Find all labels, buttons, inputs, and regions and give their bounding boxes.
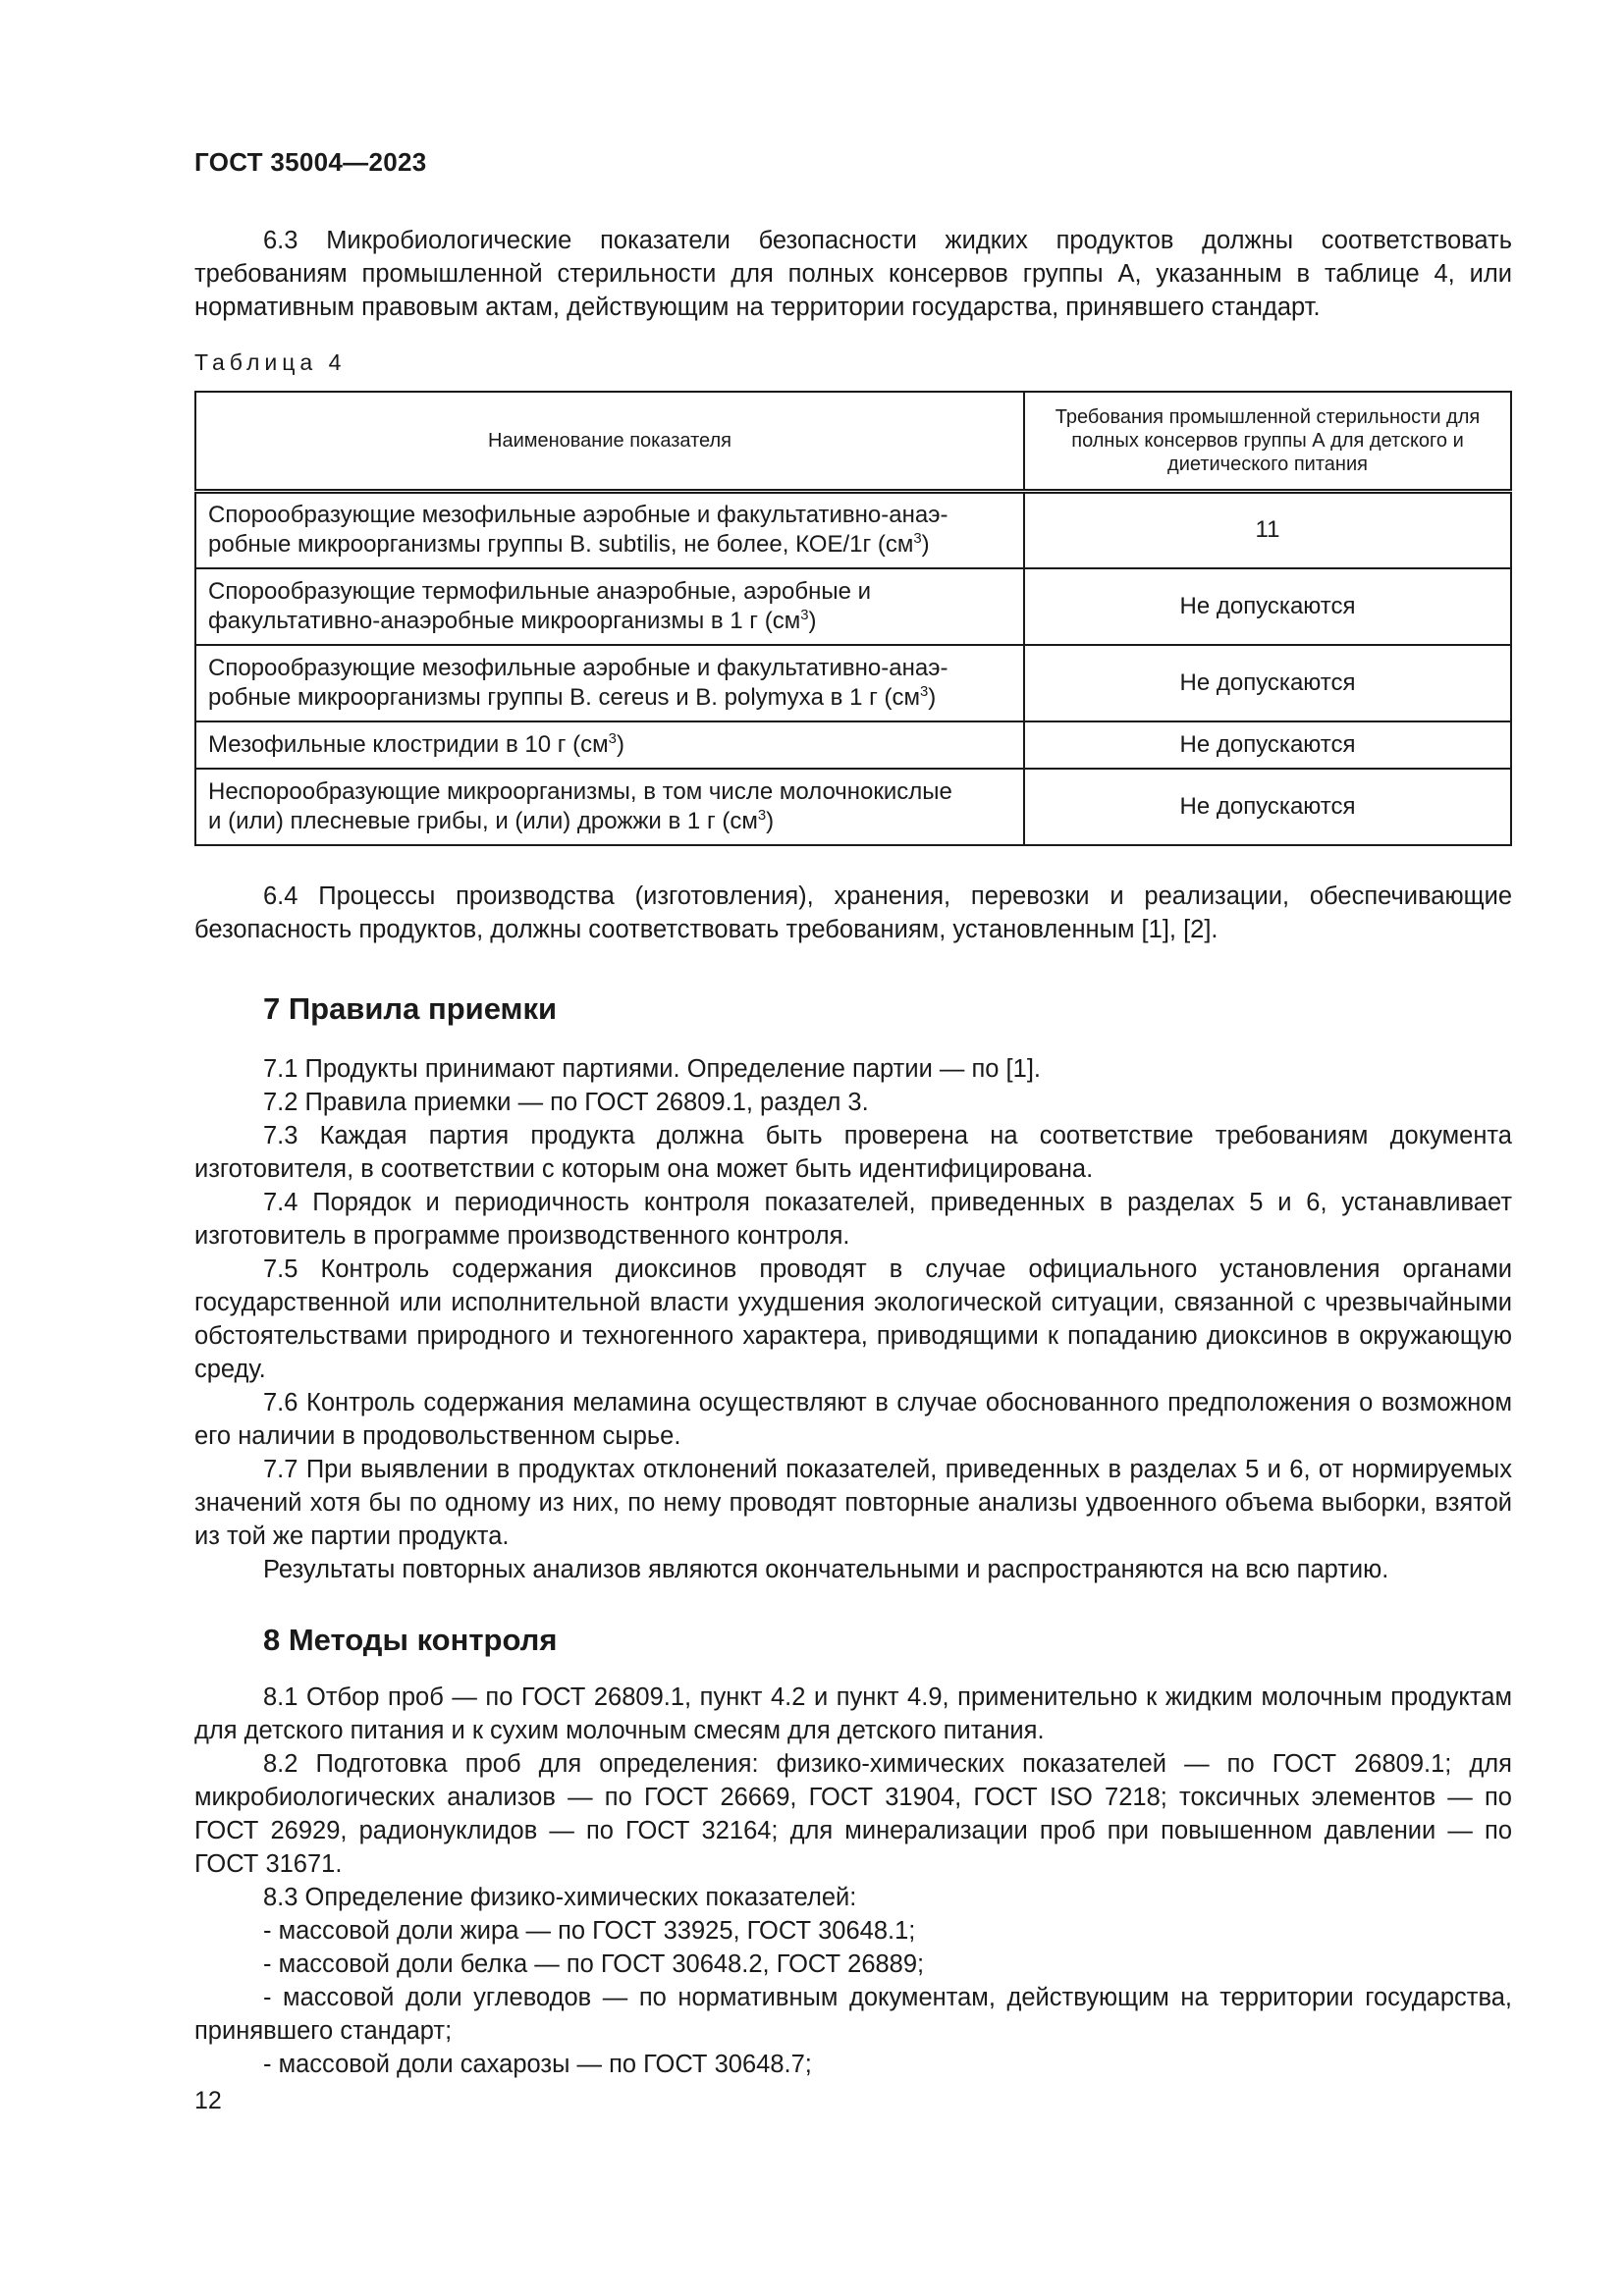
paragraph-7-2: 7.2 Правила приемки — по ГОСТ 26809.1, раздел 3.: [263, 1089, 869, 1116]
paragraph-8-2: 8.2 Подготовка проб для определения: физико-химических показателей — по ГОСТ 26809.1; для микробиологических анализов — по ГОСТ 26669, ГОСТ 31904, ГОСТ ISO 7218; токсичных элементов — по ГОСТ 26929, радионуклидов — по ГОСТ 32164; для минерализации проб при повышенном давлении — по ГОСТ 31671.: [194, 1750, 1512, 1878]
indicator-tail: ): [616, 730, 624, 758]
table-row: [195, 492, 1511, 568]
paragraph-7-7: 7.7 При выявлении в продуктах отклонений показателей, приведенных в разделах 5 и 6, от нормируемых значений хотя бы по одному из них, по нему проводят повторные анализы удвоенного объема выборки, взятой из той же партии продукта.: [194, 1456, 1512, 1550]
section-7-heading: 7 Правила приемки: [263, 991, 558, 1026]
table-caption: Таблица 4: [194, 349, 347, 375]
table-row: [195, 769, 1511, 845]
paragraph-7-5: 7.5 Контроль содержания диоксинов проводят в случае официального установления органами государственной или исполнительной власти ухудшения экологической ситуации, связанной с чрезвычайными обстоятельствами природного и техногенного характера, приводящими к попаданию диоксинов в окружающую среду.: [194, 1255, 1512, 1383]
table-header-requirement: Требования промышленной стерильности для полных консервов группы А для детского и диетического питания: [1024, 392, 1511, 492]
indicator-sup: 3: [913, 531, 922, 548]
indicator-sup: 3: [757, 807, 767, 824]
list-item: - массовой доли углеводов — по нормативным документам, действующим на территории государства, принявшего стандарт;: [194, 1984, 1512, 2045]
indicator-tail: ): [766, 807, 775, 834]
paragraph-6-3: 6.3 Микробиологические показатели безопасности жидких продуктов должны соответствовать требованиям промышленной стерильности для полных консервов группы А, указанным в таблице 4, или нормативным правовым актам, действующим на территории государства, принявшего стандарт.: [194, 227, 1512, 321]
indicator-line1: Спорообразующие термофильные анаэробные, аэробные и: [208, 577, 872, 605]
paragraph-6-4: 6.4 Процессы производства (изготовления), хранения, перевозки и реализации, обеспечивающие безопасность продуктов, должны соответствовать требованиям, установленным [1], [2].: [194, 882, 1512, 943]
indicator-sup: 3: [608, 730, 617, 747]
table-row: [195, 568, 1511, 645]
paragraph-6-3-block: [194, 224, 1512, 324]
paragraph-7-4: 7.4 Порядок и периодичность контроля показателей, приведенных в разделах 5 и 6, устанавливает изготовитель в программе производственного контроля.: [194, 1189, 1512, 1250]
paragraph-8-3: 8.3 Определение физико-химических показателей:: [263, 1884, 857, 1911]
indicator-line2: Мезофильные клостридии в 10 г (см: [208, 730, 609, 758]
section-8-body: [194, 1681, 1512, 2081]
table-cell-value: Не допускаются: [1024, 645, 1511, 721]
table-cell-indicator: [195, 645, 1024, 721]
paragraph-6-4-block: [194, 880, 1512, 946]
paragraph-7-results: Результаты повторных анализов являются окончательными и распространяются на всю партию.: [263, 1556, 1389, 1583]
paragraph-8-1: 8.1 Отбор проб — по ГОСТ 26809.1, пункт 4.2 и пункт 4.9, применительно к жидким молочным продуктам для детского питания и к сухим молочным смесям для детского питания.: [194, 1683, 1512, 1744]
indicator-line2: робные микроорганизмы группы B. cereus и B. polymyxa в 1 г (см: [208, 683, 921, 711]
paragraph-7-3: 7.3 Каждая партия продукта должна быть проверена на соответствие требованиям документа изготовителя, в соответствии с которым она может быть идентифицирована.: [194, 1122, 1512, 1183]
table-cell-value: Не допускаются: [1024, 721, 1511, 769]
paragraph-7-6: 7.6 Контроль содержания меламина осуществляют в случае обоснованного предположения о возможном его наличии в продовольственном сырье.: [194, 1389, 1512, 1450]
list-item: - массовой доли белка — по ГОСТ 30648.2, ГОСТ 26889;: [263, 1950, 925, 1978]
table-cell-value: Не допускаются: [1024, 568, 1511, 645]
table-cell-value: Не допускаются: [1024, 769, 1511, 845]
indicator-line2: факультативно-анаэробные микроорганизмы в 1 г (см: [208, 607, 801, 634]
indicator-tail: ): [921, 531, 930, 559]
table-cell-indicator: [195, 721, 1024, 769]
indicator-line2: робные микроорганизмы группы B. subtilis, не более, КОЕ/1г (см: [208, 531, 914, 559]
paragraph-7-1: 7.1 Продукты принимают партиями. Определение партии — по [1].: [263, 1055, 1041, 1083]
list-item: - массовой доли сахарозы — по ГОСТ 30648.7;: [263, 2051, 812, 2078]
table-row: [195, 645, 1511, 721]
table-cell-value: 11: [1024, 492, 1511, 568]
indicator-line1: Неспорообразующие микроорганизмы, в том числе молочнокислые: [208, 777, 952, 805]
indicator-sup: 3: [800, 607, 809, 623]
indicator-tail: ): [808, 607, 817, 634]
indicator-tail: ): [928, 683, 937, 711]
document-header-title: ГОСТ 35004—2023: [194, 147, 427, 177]
indicator-line2: и (или) плесневые грибы, и (или) дрожжи в 1 г (см: [208, 807, 758, 834]
table-header-indicator: Наименование показателя: [195, 392, 1024, 492]
table-header-row: [195, 392, 1511, 492]
indicator-line1: Спорообразующие мезофильные аэробные и факультативно-анаэ-: [208, 654, 948, 681]
section-7-body: [194, 1052, 1512, 1586]
requirements-table: [194, 391, 1512, 846]
list-item: - массовой доли жира — по ГОСТ 33925, ГОСТ 30648.1;: [263, 1917, 916, 1945]
section-8-heading: 8 Методы контроля: [263, 1623, 558, 1657]
table-cell-indicator: [195, 568, 1024, 645]
table-row: [195, 721, 1511, 769]
table-cell-indicator: [195, 769, 1024, 845]
indicator-line1: Спорообразующие мезофильные аэробные и факультативно-анаэ-: [208, 502, 948, 529]
indicator-sup: 3: [920, 683, 929, 700]
page-number: 12: [194, 2087, 222, 2114]
table-cell-indicator: [195, 492, 1024, 568]
